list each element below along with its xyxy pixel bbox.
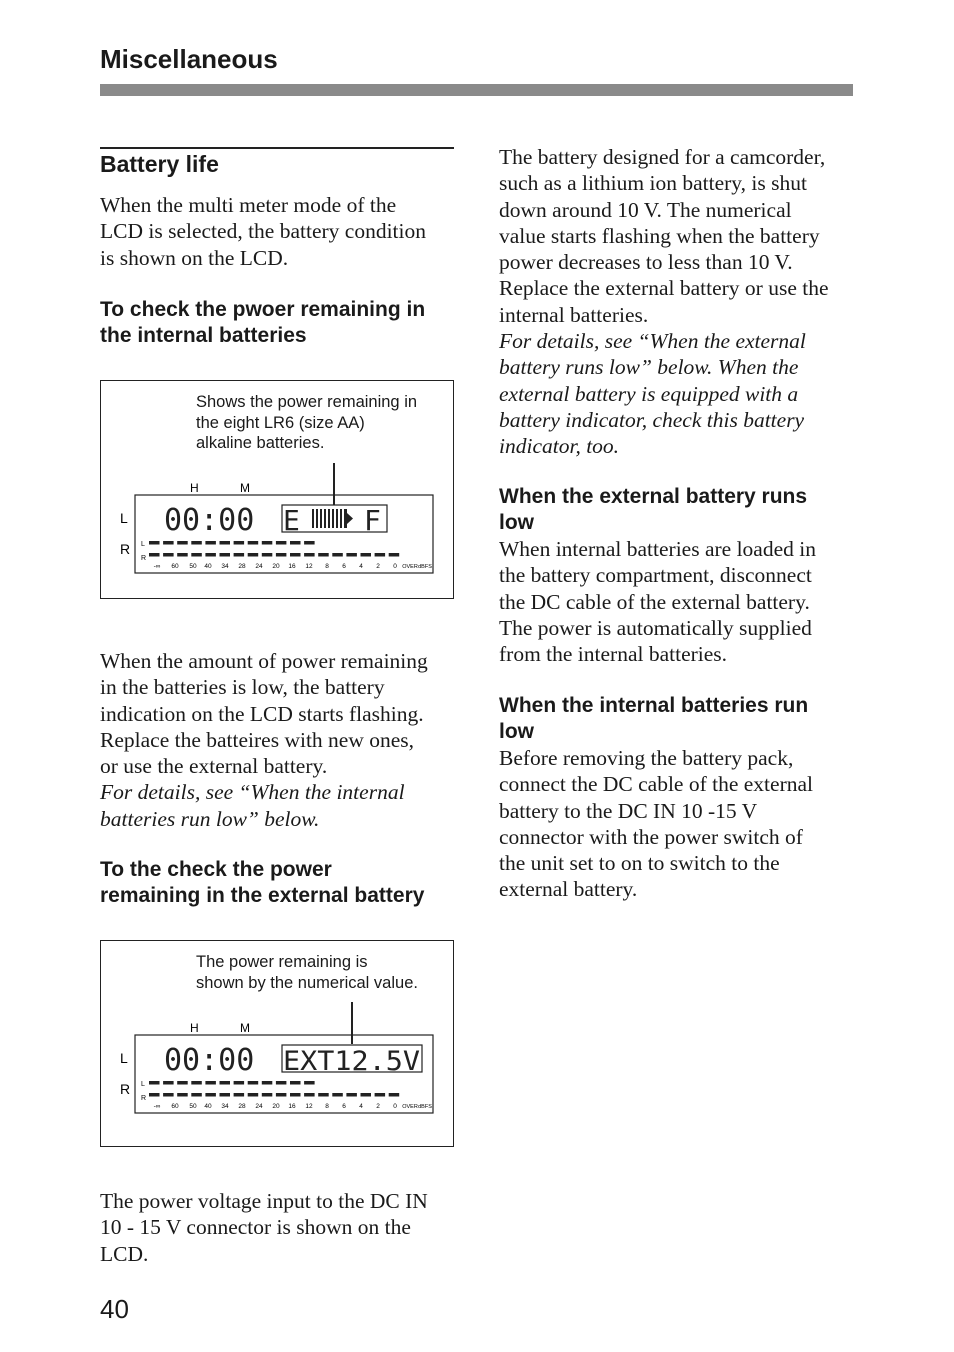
external-battery-intro — [499, 144, 859, 460]
text-line: or use the external battery. — [100, 754, 328, 779]
scale-label: 6 — [342, 1103, 346, 1110]
meter-segment — [276, 1081, 287, 1085]
text-line: For details, see “When the external — [499, 329, 806, 354]
meter-segment — [177, 1081, 188, 1085]
meter-segment — [149, 553, 160, 557]
text-line: To check the pwoer remaining in — [100, 298, 426, 321]
internal-low-body — [499, 745, 859, 903]
scale-label: 2 — [376, 563, 380, 570]
battery-full-mark: F — [364, 504, 381, 537]
meter-segment — [177, 1093, 188, 1097]
meter-segment — [375, 1093, 386, 1097]
meter-segment — [248, 553, 259, 557]
text-line: Shows the power remaining in — [196, 393, 418, 411]
l-channel-label: L — [120, 1050, 128, 1066]
meter-segment — [149, 1093, 160, 1097]
internal-low-heading — [499, 693, 859, 745]
meter-segment — [318, 553, 329, 557]
meter-segment — [389, 1093, 400, 1097]
meter-segment — [361, 553, 372, 557]
text-line: Replace the batteires with new ones, — [100, 727, 415, 752]
text-line: low — [499, 511, 534, 534]
text-line: The battery designed for a camcorder, — [499, 145, 826, 169]
meter-segment — [304, 1093, 315, 1097]
lcd-display — [101, 381, 453, 598]
m-label: M — [240, 481, 250, 495]
text-line: battery runs low” below. When the — [499, 355, 799, 380]
l-channel-label: L — [120, 510, 128, 526]
scale-label: 20 — [272, 563, 280, 570]
meter-segment — [191, 541, 202, 545]
scale-label: 16 — [288, 563, 296, 570]
scale-label: OVER — [402, 1104, 418, 1110]
meter-segment — [234, 1081, 245, 1085]
meter-segment — [163, 1081, 174, 1085]
meter-segment — [248, 1093, 259, 1097]
scale-label: dBFS — [418, 564, 432, 570]
meter-segment — [262, 553, 273, 557]
scale-label: dBFS — [418, 1104, 432, 1110]
text-line: low — [499, 720, 534, 743]
scale-label: -∞ — [153, 563, 161, 570]
text-line: indication on the LCD starts flashing. — [100, 701, 424, 726]
meter-segment — [304, 1081, 315, 1085]
scale-label: 0 — [393, 563, 397, 570]
meter-scale — [154, 563, 433, 570]
text-line: batteries run low” below. — [100, 806, 320, 831]
h-label: H — [190, 481, 199, 495]
figure-internal-battery — [100, 380, 454, 599]
text-line: For details, see “When the internal — [100, 780, 405, 805]
scale-label: 2 — [376, 1103, 380, 1110]
heading-rule — [100, 147, 454, 149]
meter-segment — [234, 1093, 245, 1097]
text-line: The power voltage input to the DC IN — [100, 1189, 428, 1213]
scale-label: 40 — [204, 563, 212, 570]
meter-segment — [220, 1081, 231, 1085]
text-line: 10 - 15 V connector is shown on the — [100, 1215, 411, 1240]
meter-segment — [220, 1093, 231, 1097]
meter-segment — [177, 541, 188, 545]
meter-segment — [205, 553, 216, 557]
scale-label: 50 — [189, 563, 197, 570]
scale-label: 24 — [255, 563, 263, 570]
meter-segment — [304, 541, 315, 545]
meter-segment — [248, 541, 259, 545]
meter-scale — [154, 1103, 433, 1110]
text-line: connect the DC cable of the external — [499, 772, 813, 797]
text-line: in the batteries is low, the battery — [100, 675, 385, 700]
text-line: shown by the numerical value. — [196, 973, 418, 992]
scale-label: 12 — [305, 1103, 313, 1110]
meter-segment — [191, 1081, 202, 1085]
meter-segment — [262, 541, 273, 545]
meter-segment — [346, 1093, 357, 1097]
meter-segment — [220, 553, 231, 557]
lcd-display — [101, 941, 453, 1146]
meter-segment — [149, 541, 160, 545]
r-channel-label: R — [120, 541, 131, 557]
text-line: When the multi meter mode of the — [100, 193, 397, 217]
meter-segment — [191, 553, 202, 557]
meter-r-label: R — [141, 1095, 147, 1102]
scale-label: 34 — [221, 1103, 229, 1110]
text-line: To the check the power — [100, 858, 332, 881]
scale-label: 12 — [305, 563, 313, 570]
text-line: battery indicator, check this battery — [499, 407, 805, 432]
text-line: power decreases to less than 10 V. — [499, 250, 793, 275]
figure-external-battery — [100, 940, 454, 1147]
scale-label: 40 — [204, 1103, 212, 1110]
meter-r-bars — [149, 553, 399, 557]
text-line: indicator, too. — [499, 434, 620, 459]
text-line: Replace the external battery or use the — [499, 276, 829, 301]
text-line: the eight LR6 (size AA) — [196, 413, 365, 432]
meter-segment — [332, 553, 343, 557]
scale-label: 16 — [288, 1103, 296, 1110]
meter-segment — [290, 541, 301, 545]
meter-segment — [163, 553, 174, 557]
lcd-time: 00:00 — [164, 503, 255, 538]
text-line: LCD is selected, the battery condition — [100, 219, 426, 244]
battery-life-body — [100, 192, 460, 271]
meter-l-label: L — [141, 1081, 145, 1088]
meter-segment — [276, 1093, 287, 1097]
text-line: is shown on the LCD. — [100, 245, 289, 270]
scale-label: 24 — [255, 1103, 263, 1110]
meter-segment — [290, 1093, 301, 1097]
text-line: the battery compartment, disconnect — [499, 563, 812, 588]
text-line: external battery. — [499, 877, 638, 902]
scale-label: 28 — [238, 563, 246, 570]
meter-segment — [389, 553, 400, 557]
scale-label: 0 — [393, 1103, 397, 1110]
internal-check-body — [100, 648, 460, 832]
text-line: When the external battery runs — [499, 485, 808, 508]
internal-check-heading — [100, 297, 460, 349]
scale-label: 50 — [189, 1103, 197, 1110]
meter-r-label: R — [141, 555, 147, 562]
r-channel-label: R — [120, 1081, 131, 1097]
lcd-time: 00:00 — [164, 1043, 255, 1078]
text-line: the DC cable of the external battery. — [499, 589, 810, 614]
meter-segment — [346, 553, 357, 557]
scale-label: 6 — [342, 563, 346, 570]
scale-label: OVER — [402, 564, 418, 570]
h-label: H — [190, 1021, 199, 1035]
text-line: Before removing the battery pack, — [499, 746, 794, 770]
meter-segment — [191, 1093, 202, 1097]
meter-segment — [262, 1081, 273, 1085]
meter-r-bars — [149, 1093, 399, 1097]
meter-segment — [375, 553, 386, 557]
text-line: down around 10 V. The numerical — [499, 197, 792, 222]
meter-segment — [332, 1093, 343, 1097]
meter-segment — [361, 1093, 372, 1097]
text-line: LCD. — [100, 1241, 149, 1266]
battery-level-bars — [312, 509, 353, 528]
text-line: from the internal batteries. — [499, 642, 728, 667]
page-number: 40 — [100, 1294, 129, 1324]
meter-segment — [290, 553, 301, 557]
scale-label: 4 — [359, 1103, 363, 1110]
text-line: When the internal batteries run — [499, 694, 809, 717]
text-line: alkaline batteries. — [196, 434, 325, 452]
meter-segment — [262, 1093, 273, 1097]
text-line: The power remaining is — [196, 953, 368, 971]
text-line: the unit set to on to switch to the — [499, 851, 780, 876]
meter-segment — [234, 553, 245, 557]
meter-segment — [220, 541, 231, 545]
meter-l-label: L — [141, 541, 145, 548]
section-title: Miscellaneous — [100, 44, 278, 74]
text-line: value starts flashing when the battery — [499, 223, 820, 248]
voltage-readout: EXT12.5V — [283, 1046, 420, 1077]
scale-label: 4 — [359, 563, 363, 570]
meter-segment — [290, 1081, 301, 1085]
scale-label: -∞ — [153, 1103, 161, 1110]
meter-segment — [205, 1081, 216, 1085]
meter-segment — [276, 553, 287, 557]
scale-label: 60 — [171, 1103, 179, 1110]
meter-segment — [177, 553, 188, 557]
text-line: internal batteries. — [499, 302, 649, 327]
text-line: When internal batteries are loaded in — [499, 537, 816, 561]
external-low-body — [499, 536, 859, 667]
scale-label: 20 — [272, 1103, 280, 1110]
section-bar — [100, 84, 853, 96]
text-line: external battery is equipped with a — [499, 381, 799, 406]
meter-l-bars — [149, 541, 315, 545]
text-line: remaining in the external battery — [100, 884, 425, 907]
text-line: The power is automatically supplied — [499, 615, 812, 640]
meter-segment — [205, 541, 216, 545]
external-low-heading — [499, 484, 859, 536]
scale-label: 34 — [221, 563, 229, 570]
meter-segment — [248, 1081, 259, 1085]
meter-segment — [205, 1093, 216, 1097]
meter-segment — [318, 1093, 329, 1097]
meter-segment — [304, 553, 315, 557]
battery-life-heading: Battery life — [100, 151, 219, 177]
m-label: M — [240, 1021, 250, 1035]
meter-segment — [163, 1093, 174, 1097]
external-check-body — [100, 1188, 460, 1267]
text-line: the internal batteries — [100, 324, 307, 347]
external-check-heading — [100, 857, 460, 909]
meter-segment — [234, 541, 245, 545]
battery-empty-mark: E — [283, 504, 300, 537]
scale-label: 8 — [325, 1103, 329, 1110]
meter-segment — [276, 541, 287, 545]
meter-segment — [149, 1081, 160, 1085]
scale-label: 8 — [325, 563, 329, 570]
text-line: battery to the DC IN 10 -15 V — [499, 798, 758, 823]
scale-label: 60 — [171, 563, 179, 570]
meter-segment — [163, 541, 174, 545]
text-line: such as a lithium ion battery, is shut — [499, 171, 807, 196]
scale-label: 28 — [238, 1103, 246, 1110]
text-line: When the amount of power remaining — [100, 649, 428, 673]
meter-l-bars — [149, 1081, 315, 1085]
text-line: connector with the power switch of — [499, 824, 803, 849]
